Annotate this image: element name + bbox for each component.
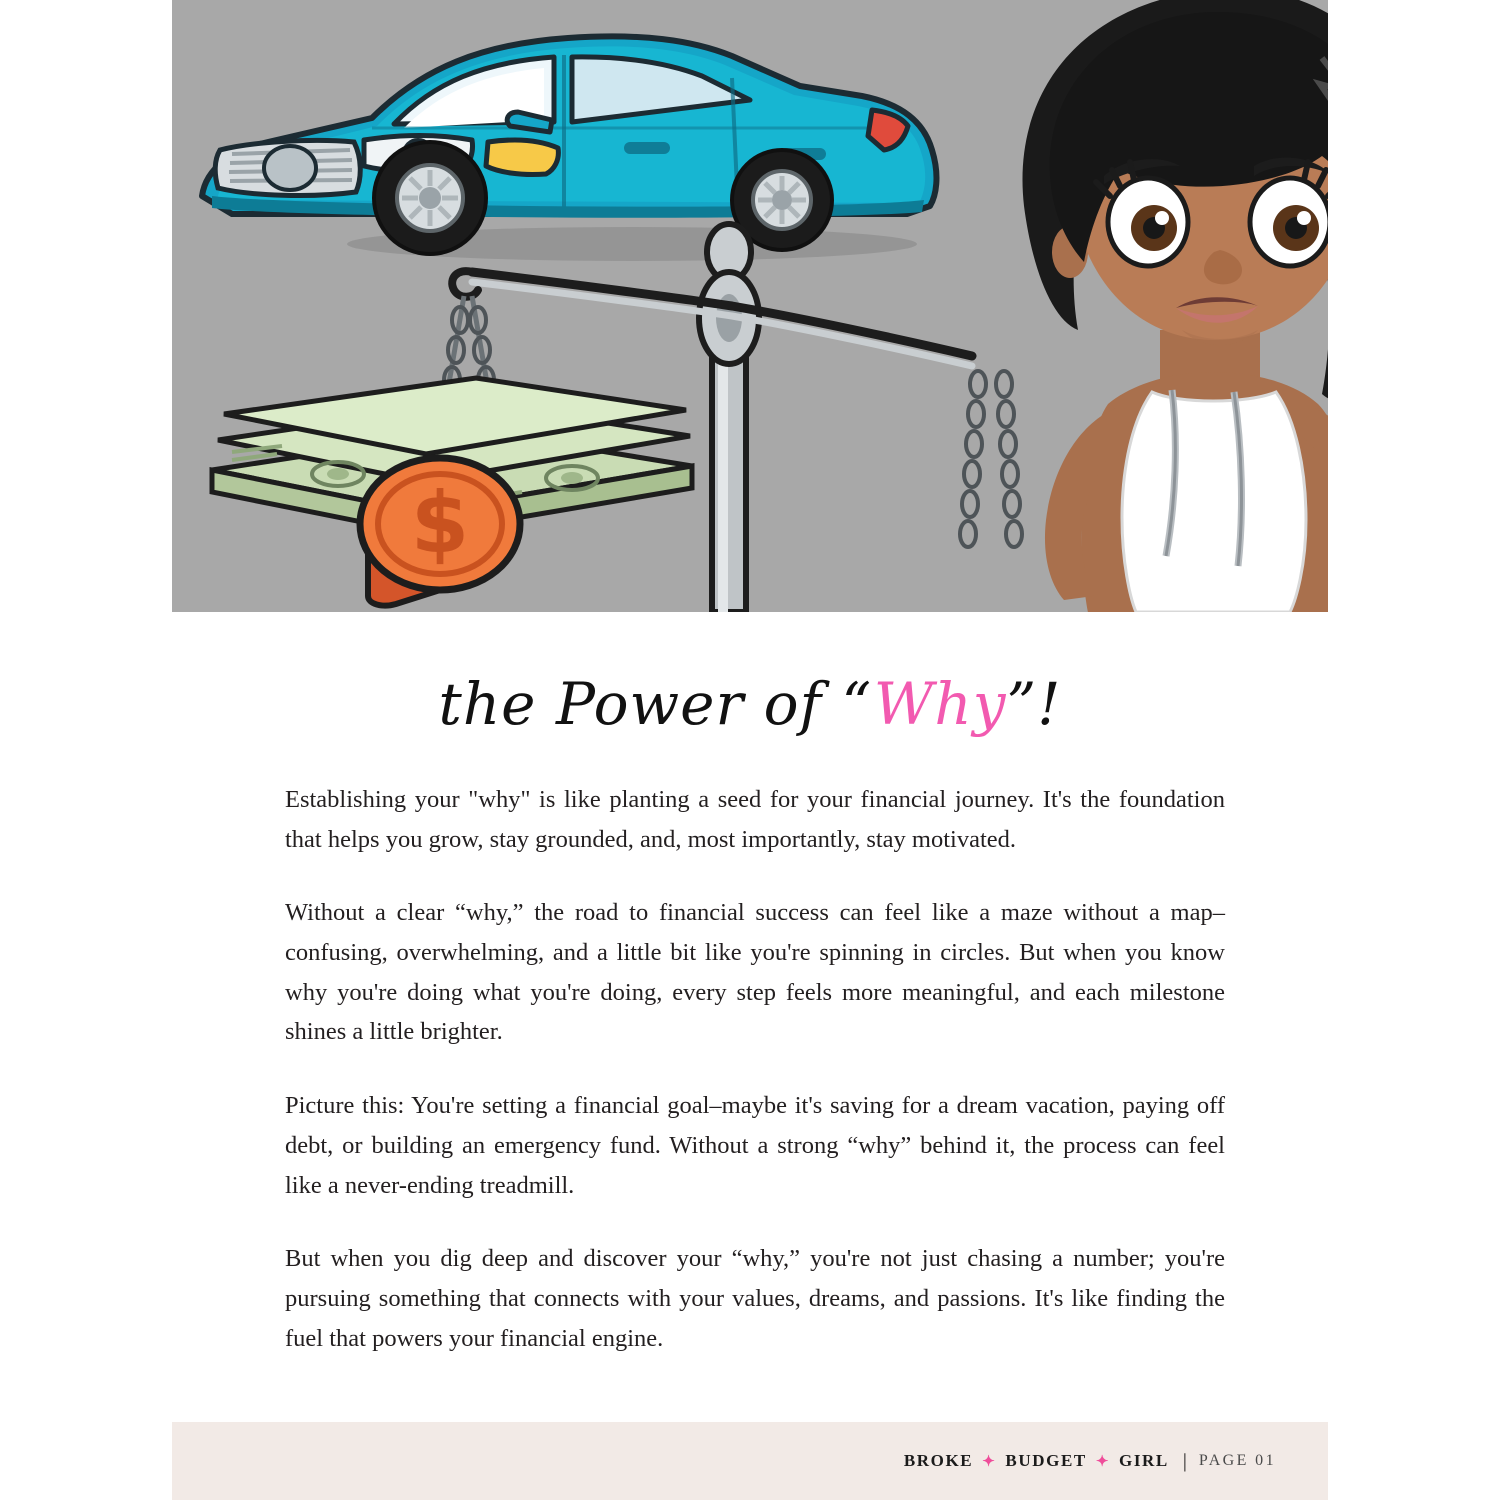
title-end: ! [1037,670,1062,738]
page-title [0,670,1500,780]
hero-illustration [172,0,1328,612]
brand-word-budget: BUDGET [1005,1451,1087,1470]
paragraph: Establishing your "why" is like planting a seed for your financial journey. It's the foundation that helps you grow, stay grounded, and, most importantly, stay motivated. [285,786,1225,853]
cartoon-woman-character [1022,0,1328,612]
title-quote-close: ” [1006,670,1038,738]
paragraph: Picture this: You're setting a financial goal–maybe it's saving for a dream vacation, paying off debt, or building an emergency fund. Without a strong “why” behind it, the process can feel like a never-ending treadmill. [285,1092,1225,1199]
sparkle-icon: ✦ [982,1453,997,1470]
svg-text:$: $ [410,474,470,572]
hero-artwork [172,0,1328,612]
brand-word-broke: BROKE [903,1451,974,1470]
article-body [285,780,1225,1392]
brand-word-girl: GIRL [1119,1451,1169,1470]
title-accent: Why [873,670,1007,738]
paragraph: But when you dig deep and discover your “why,” you're not just chasing a number; you're pursuing something that connects with your values, dreams, and passions. It's like finding the fuel that powers your financial engine. [285,1245,1225,1352]
brand-mark [904,1451,1169,1471]
title-quote-open: “ [841,670,874,738]
page-number: PAGE 01 [1198,1452,1276,1469]
page-footer [172,1422,1328,1500]
page-title-text [439,670,1062,738]
sparkle-icon: ✦ [1095,1453,1110,1470]
paragraph: Without a clear “why,” the road to financial success can feel like a maze without a map–confusing, overwhelming, and a little bit like you're spinning in circles. But when you know why you're doing what you're doing, every step feels more meaningful, and each milestone shines a little brighter. [285,899,1225,1046]
footer-divider: | [1182,1449,1187,1472]
title-plain: the Power of [438,670,842,738]
